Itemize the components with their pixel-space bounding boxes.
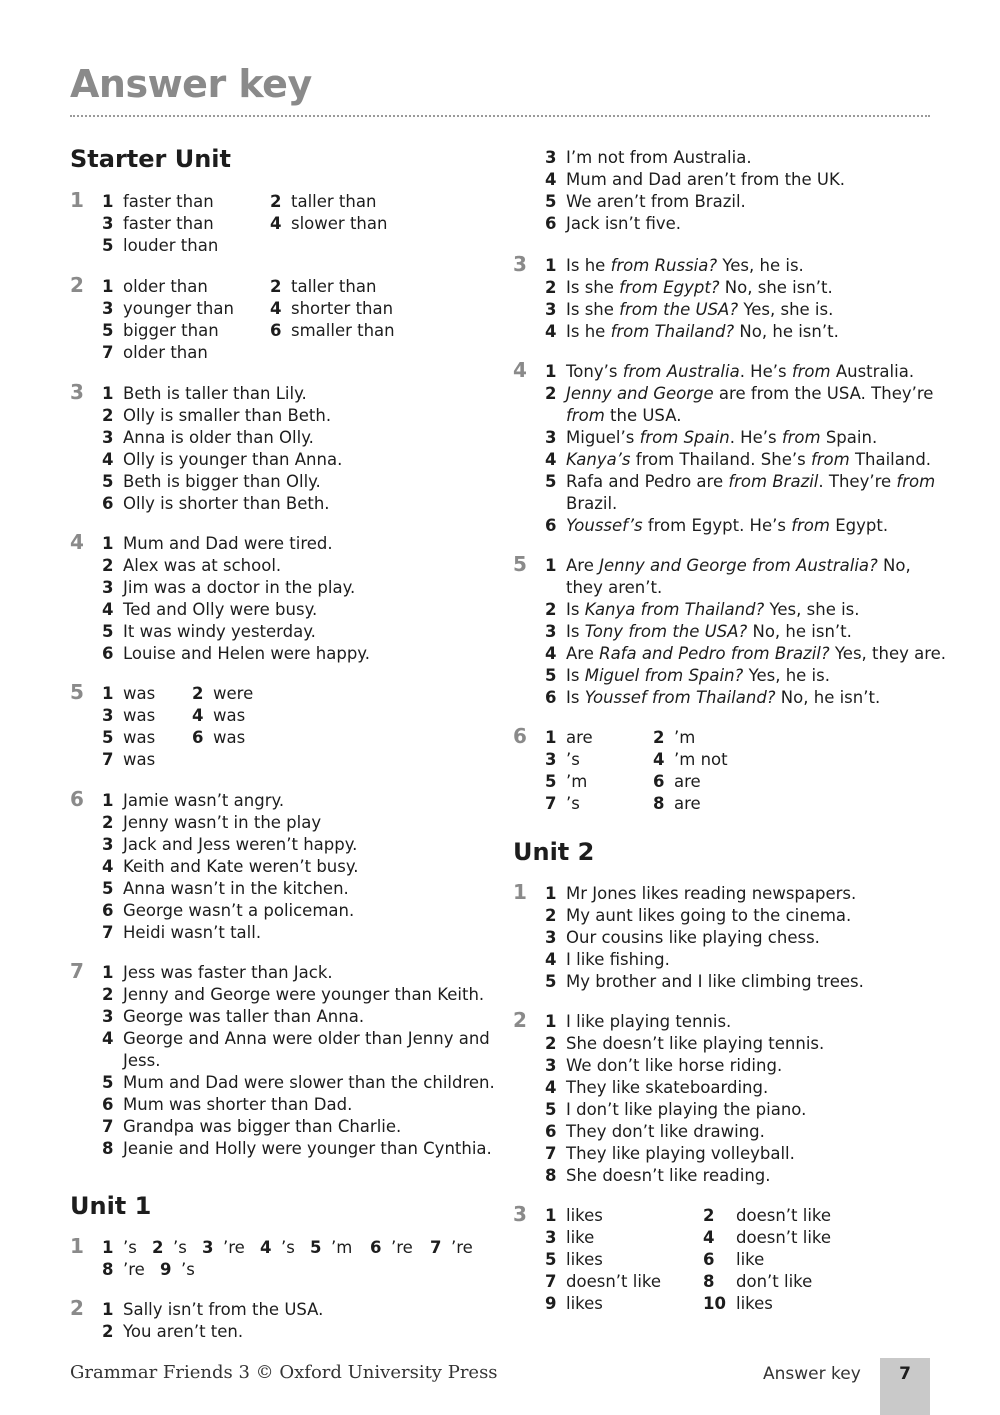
title-divider <box>70 115 930 117</box>
item-number: 2 <box>545 600 557 619</box>
answer: She doesn’t like reading. <box>566 1166 771 1185</box>
item-number: 5 <box>545 1250 557 1269</box>
exercise-number: 2 <box>70 1296 84 1320</box>
item-number: 6 <box>102 901 114 920</box>
answer: We aren’t from Brazil. <box>566 192 746 211</box>
answer: ’s <box>181 1260 195 1279</box>
item-number: 4 <box>270 299 282 318</box>
answer: are <box>674 794 701 813</box>
answer: Olly is smaller than Beth. <box>123 406 332 425</box>
answer: Is she from the USA? Yes, she is. <box>566 300 834 319</box>
item-number: 3 <box>102 214 114 233</box>
item-number: 2 <box>102 985 114 1004</box>
answer: like <box>566 1228 595 1247</box>
answer: Olly is shorter than Beth. <box>123 494 330 513</box>
item-number: 4 <box>545 450 557 469</box>
item-number: 5 <box>102 472 114 491</box>
item-number: 5 <box>545 972 557 991</box>
answer: Ted and Olly were busy. <box>123 600 318 619</box>
answer: were <box>213 684 254 703</box>
exercise-number: 3 <box>513 252 527 276</box>
item-number: 8 <box>703 1272 715 1291</box>
item-number: 2 <box>152 1238 164 1257</box>
answer: ’m <box>331 1238 353 1257</box>
answer: Miguel’s from Spain. He’s from Spain. <box>566 428 878 447</box>
item-number: 4 <box>545 322 557 341</box>
answer: Louise and Helen were happy. <box>123 644 370 663</box>
answer: Mum and Dad were tired. <box>123 534 333 553</box>
item-number: 5 <box>545 666 557 685</box>
exercise-number: 3 <box>70 380 84 404</box>
item-number: 4 <box>545 170 557 189</box>
item-number: 1 <box>545 256 557 275</box>
item-number: 2 <box>102 813 114 832</box>
item-number: 3 <box>102 578 114 597</box>
item-number: 10 <box>703 1294 726 1313</box>
item-number: 3 <box>545 1228 557 1247</box>
item-number: 6 <box>270 321 282 340</box>
item-number: 2 <box>102 1322 114 1341</box>
answer: Is she from Egypt? No, she isn’t. <box>566 278 833 297</box>
starter-unit-heading: Starter Unit <box>70 145 232 173</box>
answer: Rafa and Pedro are from Brazil. They’re from Brazil. <box>566 472 936 513</box>
exercise-number: 2 <box>70 273 84 297</box>
answer: Jenny and George were younger than Keith. <box>123 985 485 1004</box>
answer: Is Tony from the USA? No, he isn’t. <box>566 622 852 641</box>
answer: taller than <box>291 277 377 296</box>
item-number: 6 <box>370 1238 382 1257</box>
exercise-number: 6 <box>70 787 84 811</box>
item-number: 5 <box>102 236 114 255</box>
answer: was <box>213 706 246 725</box>
exercise-number: 3 <box>513 1202 527 1226</box>
answer: Kanya’s from Thailand. She’s from Thailand. <box>566 450 932 469</box>
item-number: 2 <box>102 406 114 425</box>
item-number: 1 <box>545 884 557 903</box>
unit1-heading: Unit 1 <box>70 1192 152 1220</box>
item-number: 5 <box>545 472 557 491</box>
item-number: 7 <box>102 750 114 769</box>
page-title: Answer key <box>70 62 312 106</box>
answer: They don’t like drawing. <box>566 1122 765 1141</box>
answer: Is Miguel from Spain? Yes, he is. <box>566 666 830 685</box>
item-number: 1 <box>102 684 114 703</box>
item-number: 5 <box>310 1238 322 1257</box>
item-number: 1 <box>102 384 114 403</box>
answer: ’s <box>566 750 580 769</box>
answer: older than <box>123 343 208 362</box>
item-number: 4 <box>545 644 557 663</box>
answer: Jenny wasn’t in the play <box>123 813 322 832</box>
answer: Tony’s from Australia. He’s from Australia. <box>566 362 915 381</box>
answer: likes <box>566 1250 603 1269</box>
item-number: 4 <box>270 214 282 233</box>
item-number: 7 <box>102 1117 114 1136</box>
footer-source: Grammar Friends 3 © Oxford University Press <box>70 1362 498 1383</box>
answer: are <box>674 772 701 791</box>
item-number: 7 <box>102 343 114 362</box>
unit2-heading: Unit 2 <box>513 838 595 866</box>
answer: Alex was at school. <box>123 556 282 575</box>
item-number: 8 <box>102 1260 114 1279</box>
item-number: 3 <box>545 300 557 319</box>
answer: Is Kanya from Thailand? Yes, she is. <box>566 600 860 619</box>
item-number: 4 <box>260 1238 272 1257</box>
answer: Jenny and George are from the USA. They’re from the USA. <box>566 384 934 425</box>
answer: Olly is younger than Anna. <box>123 450 343 469</box>
item-number: 2 <box>545 906 557 925</box>
answer: like <box>736 1250 765 1269</box>
item-number: 3 <box>545 622 557 641</box>
exercise-number: 5 <box>513 552 527 576</box>
answer: ’re <box>391 1238 413 1257</box>
item-number: 3 <box>102 835 114 854</box>
answer: Our cousins like playing chess. <box>566 928 820 947</box>
answer: louder than <box>123 236 219 255</box>
answer: Is Youssef from Thailand? No, he isn’t. <box>566 688 881 707</box>
answer: ’s <box>566 794 580 813</box>
item-number: 3 <box>545 1056 557 1075</box>
item-number: 3 <box>545 428 557 447</box>
answer: I like fishing. <box>566 950 670 969</box>
exercise-number: 1 <box>70 1234 84 1258</box>
answer: My brother and I like climbing trees. <box>566 972 864 991</box>
exercise-number: 6 <box>513 724 527 748</box>
item-number: 1 <box>102 791 114 810</box>
exercise-number: 4 <box>513 358 527 382</box>
answer: George wasn’t a policeman. <box>123 901 355 920</box>
item-number: 2 <box>270 277 282 296</box>
answer: faster than <box>123 192 214 211</box>
item-number: 6 <box>102 1095 114 1114</box>
answer: You aren’t ten. <box>123 1322 244 1341</box>
item-number: 6 <box>545 214 557 233</box>
item-number: 2 <box>192 684 204 703</box>
item-number: 4 <box>102 857 114 876</box>
answer: Sally isn’t from the USA. <box>123 1300 324 1319</box>
answer: likes <box>736 1294 773 1313</box>
item-number: 9 <box>160 1260 172 1279</box>
answer: Keith and Kate weren’t busy. <box>123 857 359 876</box>
answer: Mum and Dad were slower than the children. <box>123 1073 495 1092</box>
answer: Are Rafa and Pedro from Brazil? Yes, they are. <box>566 644 947 663</box>
answer: She doesn’t like playing tennis. <box>566 1034 825 1053</box>
item-number: 4 <box>703 1228 715 1247</box>
item-number: 4 <box>102 450 114 469</box>
item-number: 3 <box>545 928 557 947</box>
answer: Beth is taller than Lily. <box>123 384 307 403</box>
answer: doesn’t like <box>736 1228 832 1247</box>
answer: taller than <box>291 192 377 211</box>
item-number: 6 <box>192 728 204 747</box>
item-number: 6 <box>703 1250 715 1269</box>
answer: ’m <box>566 772 588 791</box>
item-number: 7 <box>545 1272 557 1291</box>
item-number: 4 <box>192 706 204 725</box>
answer: was <box>123 684 156 703</box>
item-number: 1 <box>545 1012 557 1031</box>
item-number: 2 <box>270 192 282 211</box>
answer: They like skateboarding. <box>566 1078 769 1097</box>
exercise-number: 5 <box>70 680 84 704</box>
answer: Are Jenny and George from Australia? No, they aren’t. <box>566 556 911 597</box>
answer: are <box>566 728 593 747</box>
exercise-number: 1 <box>70 188 84 212</box>
item-number: 8 <box>102 1139 114 1158</box>
answer: Jack isn’t five. <box>566 214 682 233</box>
answer: was <box>123 728 156 747</box>
item-number: 2 <box>545 278 557 297</box>
answer: George and Anna were older than Jenny and Jess. <box>123 1029 490 1070</box>
item-number: 2 <box>653 728 665 747</box>
item-number: 9 <box>545 1294 557 1313</box>
item-number: 1 <box>545 728 557 747</box>
answer: We don’t like horse riding. <box>566 1056 783 1075</box>
page-number: 7 <box>899 1364 911 1384</box>
item-number: 4 <box>102 1029 114 1048</box>
answer: Mum was shorter than Dad. <box>123 1095 353 1114</box>
answer: I don’t like playing the piano. <box>566 1100 807 1119</box>
answer: bigger than <box>123 321 219 340</box>
item-number: 2 <box>102 556 114 575</box>
answer: Jack and Jess weren’t happy. <box>123 835 358 854</box>
item-number: 2 <box>703 1206 715 1225</box>
answer: ’s <box>281 1238 295 1257</box>
answer: slower than <box>291 214 388 233</box>
answer: I’m not from Australia. <box>566 148 752 167</box>
item-number: 4 <box>545 950 557 969</box>
answer: They like playing volleyball. <box>566 1144 795 1163</box>
footer-label: Answer key <box>763 1364 861 1384</box>
item-number: 1 <box>545 556 557 575</box>
item-number: 7 <box>545 794 557 813</box>
answer: Is he from Russia? Yes, he is. <box>566 256 804 275</box>
item-number: 5 <box>545 772 557 791</box>
item-number: 3 <box>102 428 114 447</box>
answer: Heidi wasn’t tall. <box>123 923 262 942</box>
exercise-number: 7 <box>70 959 84 983</box>
answer: likes <box>566 1294 603 1313</box>
answer: shorter than <box>291 299 394 318</box>
answer: older than <box>123 277 208 296</box>
item-number: 6 <box>653 772 665 791</box>
answer: Anna wasn’t in the kitchen. <box>123 879 349 898</box>
answer: faster than <box>123 214 214 233</box>
item-number: 5 <box>102 728 114 747</box>
item-number: 4 <box>102 600 114 619</box>
answer: Youssef’s from Egypt. He’s from Egypt. <box>566 516 889 535</box>
item-number: 7 <box>545 1144 557 1163</box>
item-number: 4 <box>653 750 665 769</box>
item-number: 1 <box>102 192 114 211</box>
item-number: 7 <box>430 1238 442 1257</box>
item-number: 3 <box>545 148 557 167</box>
answer: Mr Jones likes reading newspapers. <box>566 884 857 903</box>
exercise-number: 4 <box>70 530 84 554</box>
answer: likes <box>566 1206 603 1225</box>
answer: ’re <box>451 1238 473 1257</box>
exercise-number: 1 <box>513 880 527 904</box>
answer: My aunt likes going to the cinema. <box>566 906 852 925</box>
answer: Jeanie and Holly were younger than Cynthia. <box>123 1139 492 1158</box>
answer: Jess was faster than Jack. <box>123 963 333 982</box>
item-number: 6 <box>545 688 557 707</box>
item-number: 2 <box>545 384 557 403</box>
answer: Jim was a doctor in the play. <box>123 578 356 597</box>
item-number: 3 <box>102 299 114 318</box>
answer: was <box>123 750 156 769</box>
item-number: 3 <box>202 1238 214 1257</box>
item-number: 1 <box>102 963 114 982</box>
answer: smaller than <box>291 321 395 340</box>
page-number-box <box>880 1358 930 1415</box>
item-number: 1 <box>545 1206 557 1225</box>
answer: doesn’t like <box>566 1272 662 1291</box>
exercise-number: 2 <box>513 1008 527 1032</box>
answer: ’m <box>674 728 696 747</box>
answer: doesn’t like <box>736 1206 832 1225</box>
item-number: 3 <box>102 706 114 725</box>
answer: ’s <box>123 1238 137 1257</box>
answer: It was windy yesterday. <box>123 622 316 641</box>
item-number: 3 <box>102 1007 114 1026</box>
answer: I like playing tennis. <box>566 1012 732 1031</box>
item-number: 8 <box>545 1166 557 1185</box>
item-number: 6 <box>102 494 114 513</box>
answer: ’m not <box>674 750 728 769</box>
answer: younger than <box>123 299 234 318</box>
item-number: 1 <box>545 362 557 381</box>
answer: Jamie wasn’t angry. <box>123 791 285 810</box>
item-number: 6 <box>102 644 114 663</box>
item-number: 3 <box>545 750 557 769</box>
item-number: 5 <box>545 192 557 211</box>
item-number: 1 <box>102 277 114 296</box>
item-number: 6 <box>545 1122 557 1141</box>
item-number: 5 <box>545 1100 557 1119</box>
answer: don’t like <box>736 1272 813 1291</box>
item-number: 5 <box>102 321 114 340</box>
answer: was <box>213 728 246 747</box>
answer: ’re <box>223 1238 245 1257</box>
item-number: 1 <box>102 1300 114 1319</box>
answer: Is he from Thailand? No, he isn’t. <box>566 322 839 341</box>
item-number: 1 <box>102 1238 114 1257</box>
answer: Grandpa was bigger than Charlie. <box>123 1117 402 1136</box>
item-number: 8 <box>653 794 665 813</box>
answer: Mum and Dad aren’t from the UK. <box>566 170 846 189</box>
answer: Beth is bigger than Olly. <box>123 472 321 491</box>
answer: ’re <box>123 1260 145 1279</box>
answer: George was taller than Anna. <box>123 1007 365 1026</box>
answer: Anna is older than Olly. <box>123 428 314 447</box>
item-number: 4 <box>545 1078 557 1097</box>
item-number: 5 <box>102 879 114 898</box>
item-number: 5 <box>102 622 114 641</box>
item-number: 2 <box>545 1034 557 1053</box>
answer: ’s <box>173 1238 187 1257</box>
answer: was <box>123 706 156 725</box>
item-number: 7 <box>102 923 114 942</box>
item-number: 5 <box>102 1073 114 1092</box>
item-number: 6 <box>545 516 557 535</box>
item-number: 1 <box>102 534 114 553</box>
